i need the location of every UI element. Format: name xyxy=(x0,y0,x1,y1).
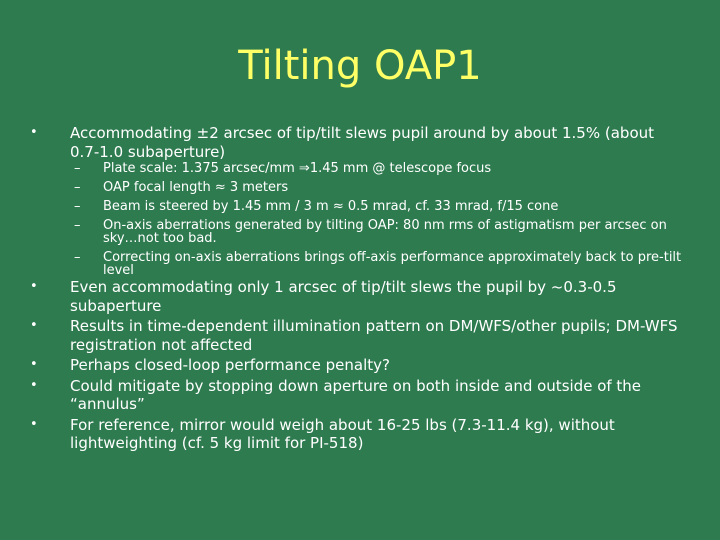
bullet-item xyxy=(28,124,688,161)
bullet-text: Accommodating ±2 arcsec of tip/tilt slews pupil around by about 1.5% (about 0.7-1.0 subaperture) xyxy=(70,124,655,161)
bullet-item xyxy=(28,416,688,453)
bullet-icon: • xyxy=(30,377,38,393)
bullet-icon: • xyxy=(30,357,38,372)
sub-bullet-item xyxy=(28,162,688,175)
dash-icon: – xyxy=(74,161,81,176)
sub-bullet-text: On-axis aberrations generated by tilting OAP: 80 nm rms of astigmatism per arcsec on sky…not too bad. xyxy=(103,218,667,246)
bullet-text: Results in time-dependent illumination pattern on DM/WFS/other pupils; DM-WFS registration not affected xyxy=(70,317,678,354)
sub-bullet-item xyxy=(28,200,688,213)
bullet-icon: • xyxy=(30,416,38,432)
dash-icon: – xyxy=(74,250,81,265)
slide-title: Tilting OAP1 xyxy=(238,43,482,89)
sub-bullet-text: OAP focal length ≈ 3 meters xyxy=(103,180,289,195)
sub-bullet-text: Beam is steered by 1.45 mm / 3 m ≈ 0.5 mrad, cf. 33 mrad, f/15 cone xyxy=(103,199,559,214)
sub-bullet-item xyxy=(28,181,688,194)
dash-icon: – xyxy=(74,218,81,233)
bullet-text: Perhaps closed-loop performance penalty? xyxy=(70,356,390,374)
bullet-item xyxy=(28,278,688,315)
dash-icon: – xyxy=(74,180,81,195)
bullet-item xyxy=(28,377,688,414)
bullet-text: Could mitigate by stopping down aperture on both inside and outside of the “annulus” xyxy=(70,376,642,413)
bullet-icon: • xyxy=(30,318,38,333)
dash-icon: – xyxy=(74,199,81,214)
bullet-text: For reference, mirror would weigh about 16-25 lbs (7.3-11.4 kg), without lightweighting (cf. 5 kg limit for PI-518) xyxy=(70,415,615,452)
bullet-icon: • xyxy=(30,279,38,294)
bullet-item xyxy=(28,356,688,375)
sub-bullet-item xyxy=(28,219,688,245)
sub-bullet-item xyxy=(28,251,688,277)
bullet-item xyxy=(28,317,688,354)
sub-bullet-list xyxy=(28,162,688,277)
bullet-icon: • xyxy=(30,125,38,140)
bullet-text: Even accommodating only 1 arcsec of tip/tilt slews the pupil by ~0.3-0.5 subaperture xyxy=(70,278,617,315)
sub-bullet-text: Plate scale: 1.375 arcsec/mm ⇒1.45 mm @ telescope focus xyxy=(103,161,492,176)
slide-body xyxy=(28,124,688,455)
sub-bullet-text: Correcting on-axis aberrations brings off-axis performance approximately back to pre-tilt level xyxy=(103,250,682,278)
